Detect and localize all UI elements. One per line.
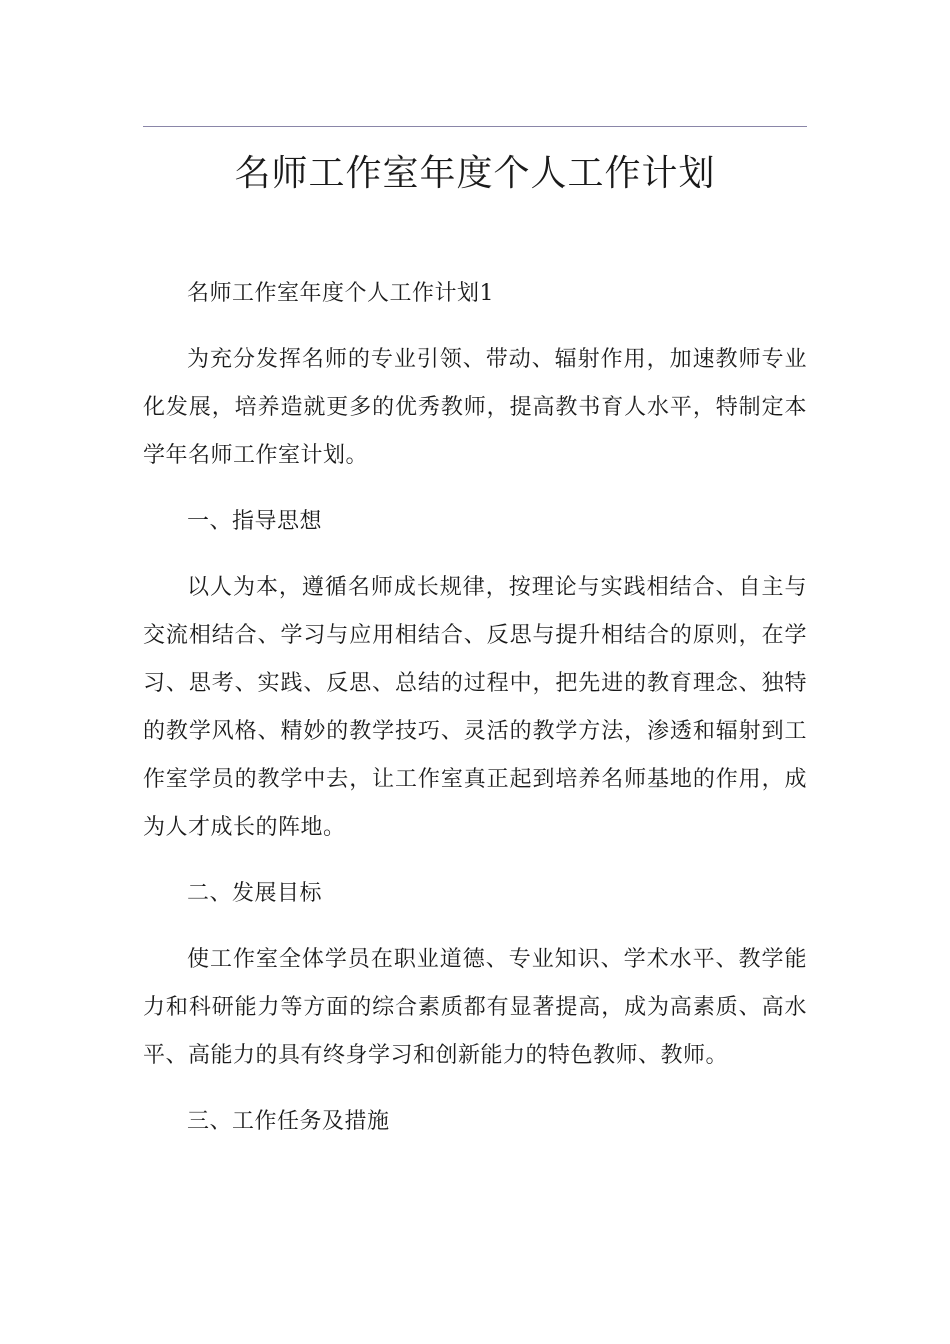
section-heading-tasks-measures: 三、工作任务及措施 [187, 1109, 390, 1134]
section-heading-guiding-thought: 一、指导思想 [187, 509, 323, 534]
guiding-thought-paragraph: 以人为本，遵循名师成长规律，按理论与实践相结合、自主与交流相结合、学习与应用相结合、反思与提升相结合的原则，在学习、思考、实践、反思、总结的过程中，把先进的教育理念、独特的教学风格、精妙的教学技巧、灵活的教学方法，渗透和辐射到工作室学员的教学中去，让工作室真正起到培养名师基地的作用，成为人才成长的阵地。 [143, 575, 807, 840]
intro-paragraph: 为充分发挥名师的专业引领、带动、辐射作用，加速教师专业化发展，培养造就更多的优秀教师，提高教书育人水平，特制定本学年名师工作室计划。 [143, 347, 807, 468]
document-title: 名师工作室年度个人工作计划 [234, 153, 716, 194]
document-body [143, 270, 807, 1146]
section-heading-development-goals: 二、发展目标 [187, 881, 323, 906]
development-goals-paragraph: 使工作室全体学员在职业道德、专业知识、学术水平、教学能力和科研能力等方面的综合素质都有显著提高，成为高素质、高水平、高能力的具有终身学习和创新能力的特色教师、教师。 [143, 947, 807, 1068]
header-rule [143, 126, 807, 127]
section-heading-plan-1: 名师工作室年度个人工作计划1 [187, 281, 494, 306]
